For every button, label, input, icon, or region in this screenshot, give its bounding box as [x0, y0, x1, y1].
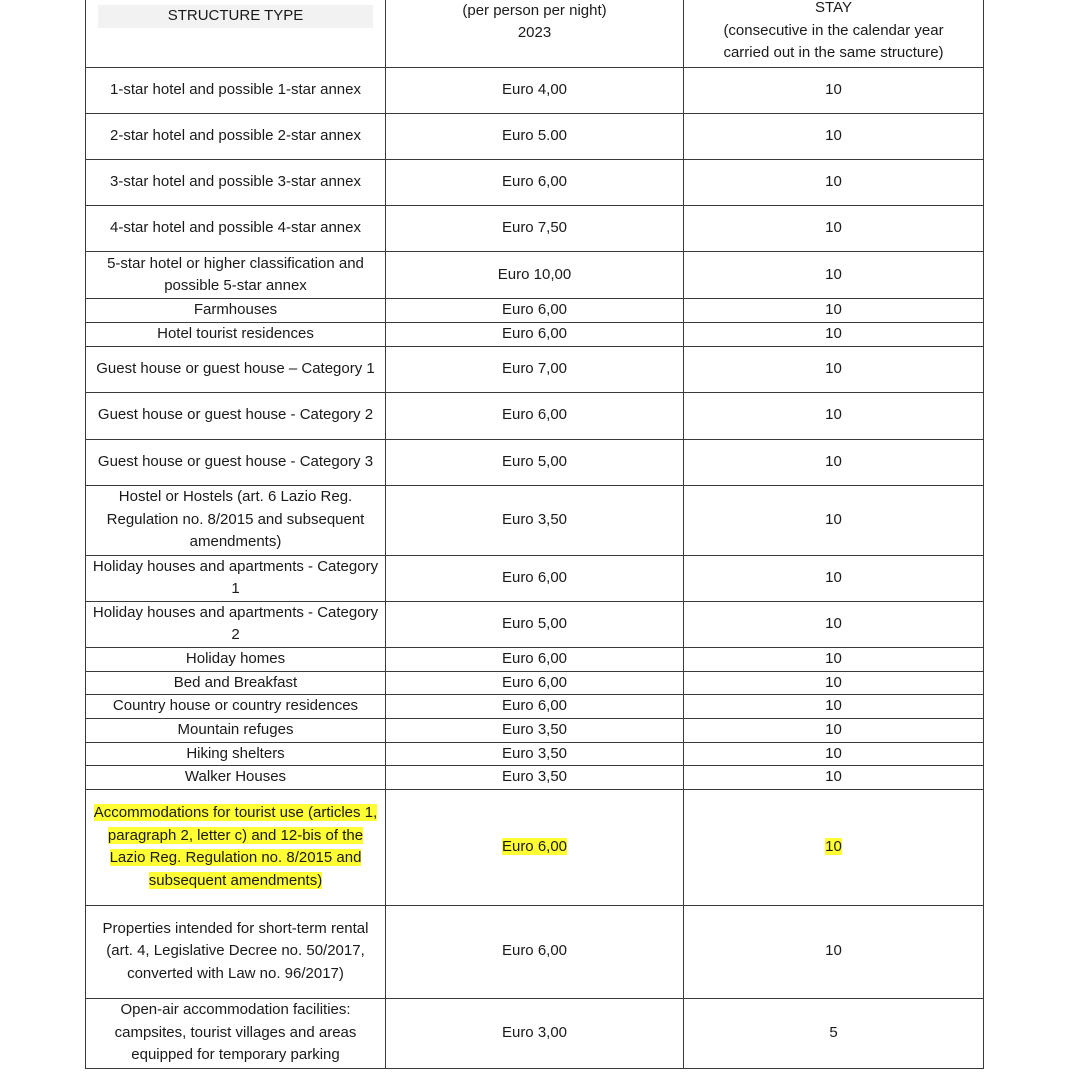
stay-cell-text: 10 [825, 510, 842, 528]
stay-cell-text: 10 [825, 301, 842, 319]
rate-cell-text: Euro 5,00 [501, 614, 568, 632]
table-row [86, 789, 984, 905]
stay-cell [684, 160, 984, 206]
stay-cell-text: 10 [825, 744, 842, 762]
stay-cell-text: 10 [825, 768, 842, 785]
structure-type-label: STRUCTURE TYPE [98, 5, 374, 28]
rate-cell [386, 766, 684, 790]
stay-cell [684, 742, 984, 766]
structure-type-cell [86, 346, 386, 392]
rate-cell [386, 555, 684, 601]
structure-type-cell [86, 718, 386, 742]
stay-cell [684, 695, 984, 719]
structure-type-cell-text: 2-star hotel and possible 2-star annex [110, 127, 361, 145]
rate-cell-text: Euro 6,00 [501, 673, 568, 691]
structure-type-cell [86, 485, 386, 555]
stay-cell [684, 718, 984, 742]
table-row [86, 998, 984, 1068]
table-row [86, 206, 984, 252]
rate-cell [386, 647, 684, 671]
rate-header [386, 0, 684, 68]
stay-cell-text: 10 [825, 173, 842, 191]
header-row [86, 0, 984, 68]
structure-type-cell-text: Open-air accommodation facilities: campsites, tourist villages and areas equipped for temporary parking [114, 1001, 357, 1064]
structure-type-cell-text: Accommodations for tourist use (articles 1, paragraph 2, letter c) and 12-bis of the Lazio Reg. Regulation no. 8/2015 and subsequent amendments) [93, 804, 378, 889]
rate-cell [386, 671, 684, 695]
stay-cell-text: 10 [825, 673, 842, 691]
table-row [86, 647, 984, 671]
structure-type-cell-text: Holiday houses and apartments - Category 2 [92, 603, 379, 643]
rate-cell [386, 114, 684, 160]
structure-type-cell [86, 114, 386, 160]
table-row [86, 695, 984, 719]
rate-subtitle: (per person per night) [462, 1, 607, 19]
stay-cell-text: 10 [825, 649, 842, 667]
rate-cell [386, 789, 684, 905]
stay-cell-text: 10 [825, 81, 842, 99]
stay-cell [684, 905, 984, 998]
table-body [86, 68, 984, 1069]
stay-cell [684, 555, 984, 601]
structure-type-cell [86, 671, 386, 695]
structure-type-cell [86, 299, 386, 323]
stay-cell [684, 485, 984, 555]
rate-cell-text: Euro 3,00 [501, 1023, 568, 1041]
rate-cell [386, 601, 684, 647]
table-row [86, 766, 984, 790]
rate-cell [386, 299, 684, 323]
stay-cell-text: 10 [825, 942, 842, 960]
structure-type-cell-text: 4-star hotel and possible 4-star annex [110, 219, 361, 237]
stay-cell [684, 789, 984, 905]
structure-type-cell-text: Hotel tourist residences [157, 325, 314, 342]
structure-type-cell [86, 206, 386, 252]
stay-header [684, 0, 984, 68]
structure-type-cell [86, 160, 386, 206]
structure-type-header [86, 0, 386, 68]
rate-cell [386, 742, 684, 766]
stay-cell [684, 671, 984, 695]
stay-cell [684, 392, 984, 439]
rate-cell [386, 160, 684, 206]
structure-type-cell-text: Farmhouses [193, 301, 278, 319]
rate-cell-text: Euro 3,50 [501, 744, 568, 762]
rate-cell-text: Euro 6,00 [501, 649, 568, 667]
rate-cell [386, 252, 684, 299]
stay-cell-text: 10 [825, 219, 842, 237]
structure-type-cell [86, 392, 386, 439]
structure-type-cell [86, 555, 386, 601]
table-row [86, 718, 984, 742]
rate-cell [386, 718, 684, 742]
rate-cell-text: Euro 10,00 [497, 265, 572, 283]
stay-subtitle-1: (consecutive in the calendar year [723, 21, 944, 39]
structure-type-cell-text: Properties intended for short-term rental (art. 4, Legislative Decree no. 50/2017, converted with Law no. 96/2017) [102, 919, 369, 982]
structure-type-cell [86, 439, 386, 485]
structure-type-cell [86, 647, 386, 671]
rate-cell [386, 346, 684, 392]
rate-cell-text: Euro 6,00 [501, 406, 568, 424]
structure-type-cell [86, 766, 386, 790]
stay-cell-text: 10 [825, 697, 842, 714]
rate-cell-text: Euro 5.00 [501, 127, 568, 145]
structure-type-cell-text: Walker Houses [184, 768, 287, 785]
stay-cell-text: 10 [825, 325, 842, 342]
stay-cell [684, 766, 984, 790]
stay-cell-text: 5 [829, 1023, 838, 1041]
structure-type-cell [86, 789, 386, 905]
structure-type-cell-text: Hostel or Hostels (art. 6 Lazio Reg. Regulation no. 8/2015 and subsequent amendments) [106, 488, 365, 551]
structure-type-cell-text: Guest house or guest house - Category 2 [97, 406, 374, 424]
stay-cell [684, 299, 984, 323]
structure-type-cell [86, 323, 386, 347]
stay-cell-text: 10 [825, 452, 842, 470]
stay-cell-text: 10 [825, 568, 842, 586]
table-row [86, 114, 984, 160]
structure-type-cell-text: Country house or country residences [112, 697, 359, 714]
structure-type-cell-text: Hiking shelters [186, 744, 285, 762]
table-row [86, 905, 984, 998]
table-row [86, 601, 984, 647]
tourist-tax-table [85, 0, 984, 1069]
stay-cell-text: 10 [825, 359, 842, 377]
rate-cell [386, 323, 684, 347]
table-row [86, 346, 984, 392]
stay-cell-text: 10 [825, 127, 842, 145]
stay-title: STAY [815, 0, 852, 16]
rate-cell [386, 439, 684, 485]
rate-cell-text: Euro 5,00 [501, 452, 568, 470]
rate-year: 2023 [517, 24, 552, 41]
table-row [86, 742, 984, 766]
stay-cell [684, 323, 984, 347]
rate-cell-text: Euro 6,00 [501, 173, 568, 191]
rate-cell-text: Euro 7,50 [501, 219, 568, 237]
structure-type-cell-text: Holiday homes [185, 649, 286, 667]
structure-type-cell-text: Bed and Breakfast [173, 673, 298, 691]
structure-type-cell [86, 742, 386, 766]
stay-cell-text: 10 [825, 406, 842, 424]
stay-cell [684, 601, 984, 647]
stay-cell [684, 998, 984, 1068]
stay-cell [684, 439, 984, 485]
table-row [86, 392, 984, 439]
table-row [86, 671, 984, 695]
structure-type-cell [86, 905, 386, 998]
table-row [86, 323, 984, 347]
rate-cell-text: Euro 4,00 [501, 81, 568, 99]
stay-cell [684, 252, 984, 299]
rate-cell-text: Euro 6,00 [501, 568, 568, 586]
rate-cell [386, 905, 684, 998]
rate-cell [386, 68, 684, 114]
structure-type-cell-text: Guest house or guest house – Category 1 [96, 359, 375, 377]
structure-type-cell-text: 5-star hotel or higher classification and possible 5-star annex [107, 254, 364, 294]
tourist-tax-document [85, 0, 983, 1069]
table-row [86, 160, 984, 206]
table-row [86, 299, 984, 323]
stay-cell [684, 346, 984, 392]
rate-cell-text: Euro 6,00 [501, 697, 568, 714]
table-row [86, 485, 984, 555]
stay-cell [684, 647, 984, 671]
structure-type-cell-text: Guest house or guest house - Category 3 [97, 452, 374, 470]
rate-cell [386, 695, 684, 719]
structure-type-cell [86, 252, 386, 299]
rate-cell-text: Euro 6,00 [501, 942, 568, 960]
structure-type-cell-text: Holiday houses and apartments - Category 1 [92, 557, 379, 597]
structure-type-cell [86, 601, 386, 647]
stay-cell-text: 10 [825, 265, 842, 283]
rate-cell [386, 392, 684, 439]
structure-type-cell-text: 1-star hotel and possible 1-star annex [110, 81, 361, 99]
rate-cell [386, 206, 684, 252]
rate-cell-text: Euro 3,50 [501, 510, 568, 528]
table-row [86, 252, 984, 299]
structure-type-cell [86, 998, 386, 1068]
rate-cell-text: Euro 7,00 [501, 359, 568, 377]
stay-subtitle-2: carried out in the same structure) [723, 44, 944, 61]
rate-cell-text: Euro 6,00 [501, 325, 568, 342]
structure-type-cell-text: Mountain refuges [177, 720, 294, 738]
stay-cell [684, 68, 984, 114]
stay-cell [684, 206, 984, 252]
rate-cell-text: Euro 3,50 [501, 720, 568, 738]
stay-cell-text: 10 [825, 614, 842, 632]
structure-type-cell-text: 3-star hotel and possible 3-star annex [110, 173, 361, 191]
table-row [86, 439, 984, 485]
stay-cell [684, 114, 984, 160]
rate-cell-text: Euro 6,00 [501, 301, 568, 319]
structure-type-cell [86, 68, 386, 114]
structure-type-cell [86, 695, 386, 719]
rate-cell [386, 485, 684, 555]
table-row [86, 555, 984, 601]
stay-cell-text: 10 [825, 837, 842, 855]
rate-cell-text: Euro 6,00 [501, 837, 568, 855]
rate-cell-text: Euro 3,50 [501, 768, 568, 785]
rate-cell [386, 998, 684, 1068]
stay-cell-text: 10 [825, 720, 842, 738]
table-row [86, 68, 984, 114]
